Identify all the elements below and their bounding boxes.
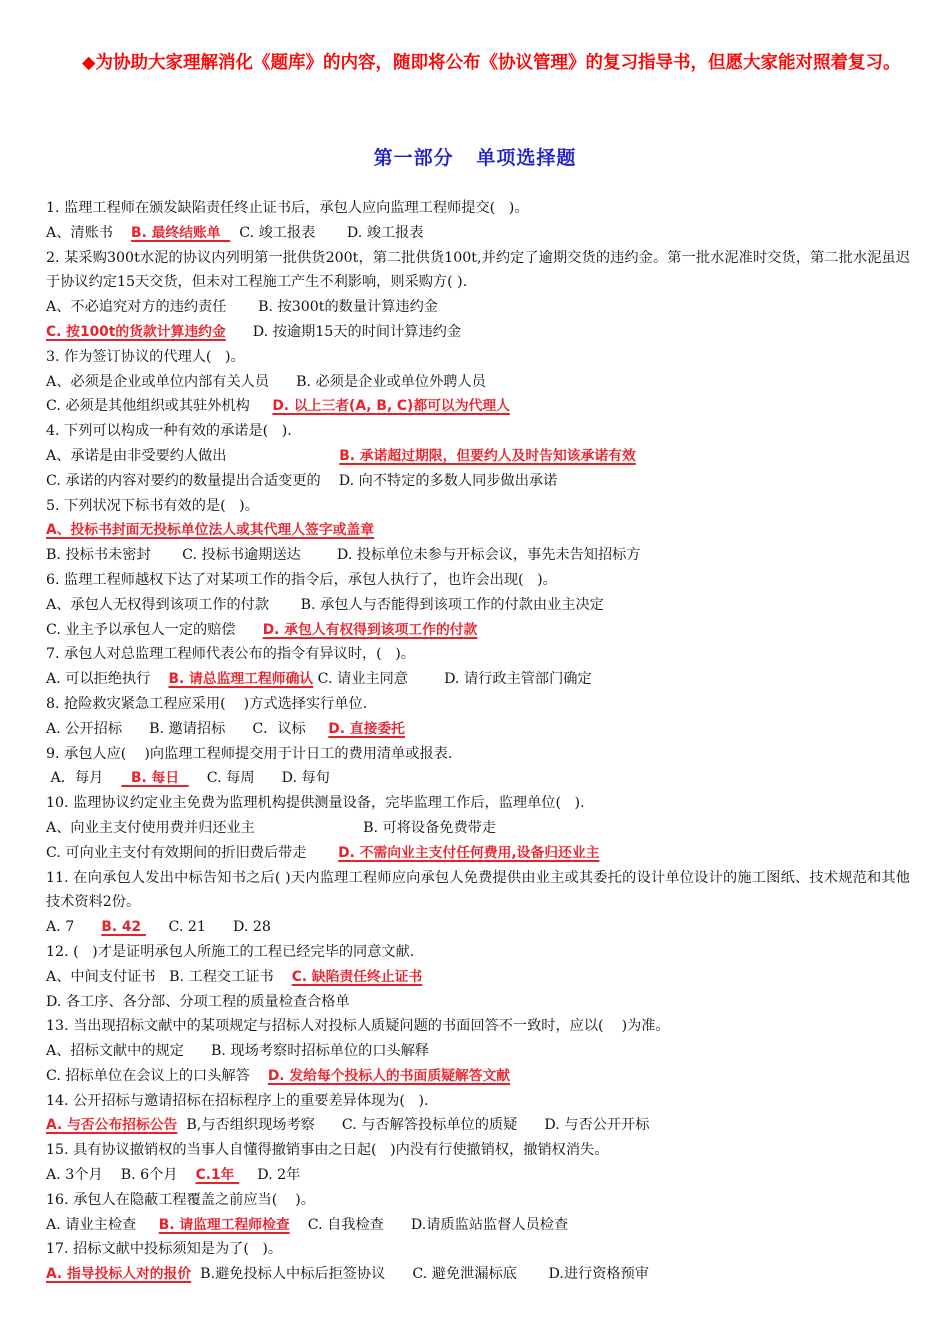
question-text: A、承包人无权得到该项工作的付款 B. 承包人与否能得到该项工作的付款由业主决定: [46, 596, 604, 613]
question-line: [46, 221, 910, 246]
question-line: [46, 816, 910, 841]
question-line: [46, 866, 910, 916]
question-line: [46, 1237, 910, 1262]
question-text: A. 7: [46, 919, 102, 936]
question-text: 8. 抢险救灾紧急工程应采用( )方式选择实行单位.: [46, 695, 368, 712]
question-text: 14. 公开招标与邀请招标在招标程序上的重要差异体现为( ).: [46, 1092, 429, 1109]
question-line: [46, 990, 910, 1015]
question-line: [46, 444, 910, 469]
question-line: [46, 791, 910, 816]
question-text: C. 21 D. 28: [145, 919, 271, 936]
question-list: [46, 196, 910, 1287]
question-text: D. 各工序、各分部、分项工程的质量检查合格单: [46, 993, 350, 1010]
question-text: D. 按逾期15天的时间计算违约金: [225, 323, 462, 340]
question-text: 16. 承包人在隐蔽工程覆盖之前应当( )。: [46, 1191, 315, 1208]
correct-answer: D. 承包人有权得到该项工作的付款: [262, 621, 478, 638]
question-line: [46, 841, 910, 866]
correct-answer: A. 与否公布招标公告: [46, 1117, 178, 1134]
question-text: 15. 具有协议撤销权的当事人自懂得撤销事由之日起( )内没有行使撤销权，撤销权消失。: [46, 1142, 609, 1159]
question-line: [46, 1064, 910, 1089]
question-line: [46, 370, 910, 395]
question-line: [46, 692, 910, 717]
question-text: 2. 某采购300t水泥的协议内列明第一批供货200t，第二批供货100t,并约定了逾期交货的违约金。第一批水泥准时交货，第二批水泥虽迟于协议约定15天交货，但未对工程施工产生不利影响，则采购方( ).: [46, 249, 910, 291]
question-line: [46, 320, 910, 345]
correct-answer: B. 承诺超过期限，但要约人及时告知该承诺有效: [339, 447, 636, 464]
question-text: A、承诺是由非受要约人做出: [46, 447, 340, 464]
question-text: 4. 下列可以构成一种有效的承诺是( ).: [46, 423, 292, 440]
question-line: [46, 1138, 910, 1163]
question-text: 13. 当出现招标文献中的某项规定与招标人对投标人质疑问题的书面回答不一致时，应以( )为准。: [46, 1018, 670, 1035]
question-line: [46, 1039, 910, 1064]
question-line: [46, 1089, 910, 1114]
question-text: B. 投标书未密封 C. 投标书逾期送达 D. 投标单位未参与开标会议，事先未告知招标方: [46, 547, 641, 564]
question-line: [46, 543, 910, 568]
correct-answer: D. 不需向业主支付任何费用,设备归还业主: [338, 844, 600, 861]
question-text: C. 请业主同意 D. 请行政主管部门确定: [313, 671, 592, 688]
question-text: 5. 下列状况下标书有效的是( )。: [46, 497, 259, 514]
question-line: [46, 1113, 910, 1138]
question-line: [46, 494, 910, 519]
question-text: A、向业主支付使用费并归还业主 B. 可将设备免费带走: [46, 819, 497, 836]
question-text: A. 可以拒绝执行: [46, 671, 169, 688]
question-text: 12. ( )才是证明承包人所施工的工程已经完毕的同意文献.: [46, 943, 415, 960]
question-line: [46, 469, 910, 494]
question-text: A、招标文献中的规定 B. 现场考察时招标单位的口头解释: [46, 1043, 430, 1060]
question-text: 1. 监理工程师在颁发缺陷责任终止证书后，承包人应向监理工程师提交( )。: [46, 200, 529, 216]
question-line: [46, 246, 910, 296]
question-text: C. 必须是其他组织或其驻外机构: [46, 398, 273, 415]
question-text: 7. 承包人对总监理工程师代表公布的指令有异议时，( )。: [46, 646, 415, 663]
question-text: B.避免投标人中标后拒签协议 C. 避免泄漏标底 D.进行资格预审: [191, 1266, 649, 1283]
question-line: [46, 419, 910, 444]
correct-answer: A、投标书封面无投标单位法人或其代理人签字或盖章: [46, 522, 375, 539]
correct-answer: D. 以上三者(A, B, C)都可以为代理人: [272, 398, 510, 415]
question-text: A. 3个月 B. 6个月: [46, 1167, 196, 1184]
correct-answer: C. 缺陷责任终止证书: [291, 968, 423, 985]
question-text: 10. 监理协议约定业主免费为监理机构提供测量设备，完毕监理工作后，监理单位( ).: [46, 795, 585, 812]
question-text: D. 2年: [239, 1167, 301, 1184]
question-line: [46, 642, 910, 667]
correct-answer: B. 请监理工程师检查: [158, 1216, 290, 1233]
correct-answer: B. 最终结账单: [131, 224, 231, 241]
question-line: [46, 915, 910, 940]
question-text: C. 招标单位在会议上的口头解答: [46, 1067, 268, 1084]
correct-answer: C. 按100t的货款计算违约金: [46, 323, 226, 340]
question-line: [46, 766, 910, 791]
correct-answer: A. 指导投标人对的报价: [46, 1266, 192, 1283]
question-text: C. 每周 D. 每旬: [188, 770, 330, 787]
question-line: [46, 518, 910, 543]
question-text: C. 业主予以承包人一定的赔偿: [46, 621, 263, 638]
question-text: C. 竣工报表 D. 竣工报表: [230, 224, 424, 241]
question-line: [46, 940, 910, 965]
question-line: [46, 1188, 910, 1213]
correct-answer: D. 直接委托: [328, 720, 405, 737]
question-line: [46, 717, 910, 742]
question-line: [46, 196, 910, 221]
question-line: [46, 568, 910, 593]
correct-answer: D. 发给每个投标人的书面质疑解答文献: [267, 1067, 511, 1084]
question-line: [46, 295, 910, 320]
question-text: A、不必追究对方的违约责任 B. 按300t的数量计算违约金: [46, 299, 438, 316]
question-text: C. 自我检查 D.请质监站监督人员检查: [289, 1216, 569, 1233]
question-line: [46, 1163, 910, 1188]
question-line: [46, 965, 910, 990]
question-line: [46, 345, 910, 370]
correct-answer: B. 请总监理工程师确认: [168, 671, 314, 688]
question-text: C. 承诺的内容对要约的数量提出合适变更的 D. 向不特定的多数人同步做出承诺: [46, 472, 558, 489]
question-text: C. 可向业主支付有效期间的折旧费后带走: [46, 844, 339, 861]
question-text: 9. 承包人应( )向监理工程师提交用于计日工的费用清单或报表.: [46, 745, 453, 762]
question-line: [46, 618, 910, 643]
correct-answer: C.1年: [195, 1167, 240, 1184]
question-text: A、中间支付证书 B. 工程交工证书: [46, 968, 292, 985]
section-title: 第一部分 单项选择题: [373, 147, 577, 169]
question-text: A、必须是企业或单位内部有关人员 B. 必须是企业或单位外聘人员: [46, 373, 486, 390]
question-line: [46, 742, 910, 767]
review-notice: ◆为协助大家理解消化《题库》的内容，随即将公布《协议管理》的复习指导书，但愿大家能对照着复习。: [82, 53, 901, 73]
correct-answer: B. 42: [101, 919, 146, 936]
question-text: A. 公开招标 B. 邀请招标 C．议标: [46, 720, 329, 737]
question-line: [46, 667, 910, 692]
question-line: [46, 1262, 910, 1287]
question-text: 17. 招标文献中投标须知是为了( )。: [46, 1241, 283, 1258]
question-line: [46, 394, 910, 419]
question-text: 11. 在向承包人发出中标告知书之后( )天内监理工程师应向承包人免费提供由业主或其委托的设计单位设计的施工图纸、技术规范和其他技术资料2份。: [46, 869, 910, 911]
question-text: A、清账书: [46, 224, 132, 241]
question-text: A. 请业主检查: [46, 1216, 159, 1233]
question-line: [46, 1213, 910, 1238]
question-line: [46, 593, 910, 618]
question-text: B,与否组织现场考察 C. 与否解答投标单位的质疑 D. 与否公开开标: [177, 1117, 650, 1134]
question-text: 6. 监理工程师越权下达了对某项工作的指令后，承包人执行了，也许会出现( )。: [46, 571, 557, 588]
question-text: 3. 作为签订协议的代理人( )。: [46, 348, 245, 365]
correct-answer: B. 每日: [121, 770, 189, 787]
question-text: A．每月: [46, 770, 122, 787]
question-line: [46, 1014, 910, 1039]
